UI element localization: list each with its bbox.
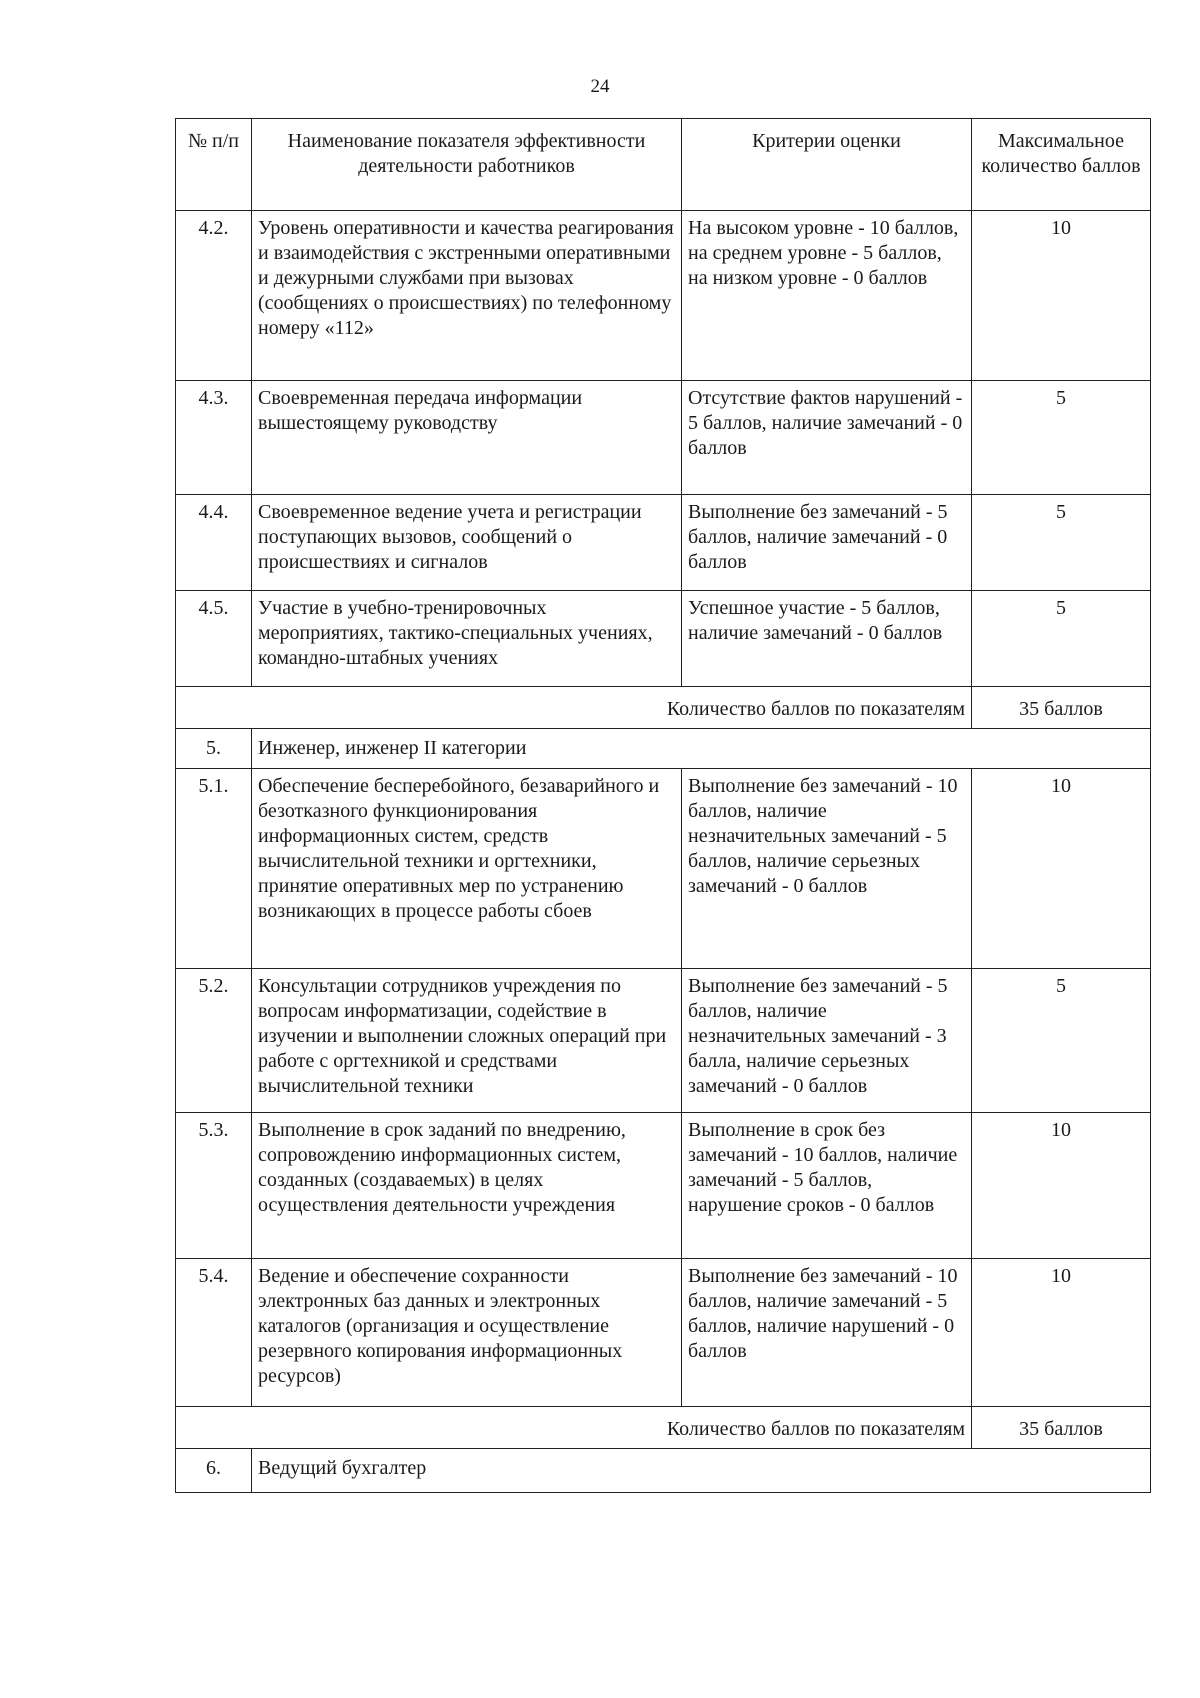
table-row [176, 591, 1151, 687]
row-criteria: Выполнение без замечаний - 10 баллов, наличие незначительных замечаний - 5 баллов, наличие серьезных замечаний - 0 баллов [682, 769, 972, 969]
row-criteria: На высоком уровне - 10 баллов, на среднем уровне - 5 баллов, на низком уровне - 0 баллов [682, 211, 972, 381]
row-max: 5 [972, 969, 1151, 1113]
page-number: 24 [590, 76, 610, 97]
header-criteria: Критерии оценки [682, 119, 972, 211]
sum-value: 35 баллов [972, 1407, 1151, 1449]
sum-value: 35 баллов [972, 687, 1151, 729]
row-num: 5.2. [176, 969, 252, 1113]
header-name: Наименование показателя эффективности деятельности работников [252, 119, 682, 211]
row-criteria: Успешное участие - 5 баллов, наличие замечаний - 0 баллов [682, 591, 972, 687]
header-max: Максимальное количество баллов [972, 119, 1151, 211]
row-max: 10 [972, 211, 1151, 381]
row-max: 5 [972, 495, 1151, 591]
table-row [176, 1113, 1151, 1259]
row-name: Своевременная передача информации вышестоящему руководству [252, 381, 682, 495]
sum-label: Количество баллов по показателям [176, 687, 972, 729]
row-name: Обеспечение бесперебойного, безаварийного и безотказного функционирования информационных систем, средств вычислительной техники и оргтехники, принятие оперативных мер по устранению возникающих в процессе работы сбоев [252, 769, 682, 969]
row-num: 5.3. [176, 1113, 252, 1259]
row-max: 5 [972, 381, 1151, 495]
row-name: Консультации сотрудников учреждения по вопросам информатизации, содействие в изучении и выполнении сложных операций при работе с оргтехникой и средствами вычислительной техники [252, 969, 682, 1113]
row-num: 4.3. [176, 381, 252, 495]
section-row [176, 729, 1151, 769]
table-row [176, 211, 1151, 381]
row-num: 4.5. [176, 591, 252, 687]
table-row [176, 969, 1151, 1113]
row-criteria: Выполнение без замечаний - 5 баллов, наличие незначительных замечаний - 3 балла, наличие серьезных замечаний - 0 баллов [682, 969, 972, 1113]
row-name: Ведение и обеспечение сохранности электронных баз данных и электронных каталогов (организация и осуществление резервного копирования информационных ресурсов) [252, 1259, 682, 1407]
table-header-row [176, 119, 1151, 211]
row-num: 5.1. [176, 769, 252, 969]
header-num: № п/п [176, 119, 252, 211]
section-title: Ведущий бухгалтер [252, 1449, 1151, 1493]
row-num: 4.2. [176, 211, 252, 381]
table-row [176, 495, 1151, 591]
section-num: 5. [176, 729, 252, 769]
row-name: Своевременное ведение учета и регистрации поступающих вызовов, сообщений о происшествиях и сигналов [252, 495, 682, 591]
row-name: Выполнение в срок заданий по внедрению, сопровождению информационных систем, созданных (создаваемых) в целях осуществления деятельности учреждения [252, 1113, 682, 1259]
row-max: 5 [972, 591, 1151, 687]
row-criteria: Выполнение без замечаний - 10 баллов, наличие замечаний - 5 баллов, наличие нарушений - 0 баллов [682, 1259, 972, 1407]
row-max: 10 [972, 769, 1151, 969]
section-num: 6. [176, 1449, 252, 1493]
sum-row [176, 1407, 1151, 1449]
row-max: 10 [972, 1113, 1151, 1259]
row-num: 4.4. [176, 495, 252, 591]
section-row [176, 1449, 1151, 1493]
row-criteria: Выполнение без замечаний - 5 баллов, наличие замечаний - 0 баллов [682, 495, 972, 591]
row-name: Уровень оперативности и качества реагирования и взаимодействия с экстренными оперативными и дежурными службами при вызовах (сообщениях о происшествиях) по телефонному номеру «112» [252, 211, 682, 381]
table-row [176, 1259, 1151, 1407]
table-row [176, 381, 1151, 495]
table-row [176, 769, 1151, 969]
row-criteria: Выполнение в срок без замечаний - 10 баллов, наличие замечаний - 5 баллов, нарушение сроков - 0 баллов [682, 1113, 972, 1259]
row-criteria: Отсутствие фактов нарушений - 5 баллов, наличие замечаний - 0 баллов [682, 381, 972, 495]
section-title: Инженер, инженер II категории [252, 729, 1151, 769]
performance-criteria-table [175, 118, 1151, 1493]
row-num: 5.4. [176, 1259, 252, 1407]
row-name: Участие в учебно-тренировочных мероприятиях, тактико-специальных учениях, командно-штабных учениях [252, 591, 682, 687]
sum-label: Количество баллов по показателям [176, 1407, 972, 1449]
row-max: 10 [972, 1259, 1151, 1407]
sum-row [176, 687, 1151, 729]
